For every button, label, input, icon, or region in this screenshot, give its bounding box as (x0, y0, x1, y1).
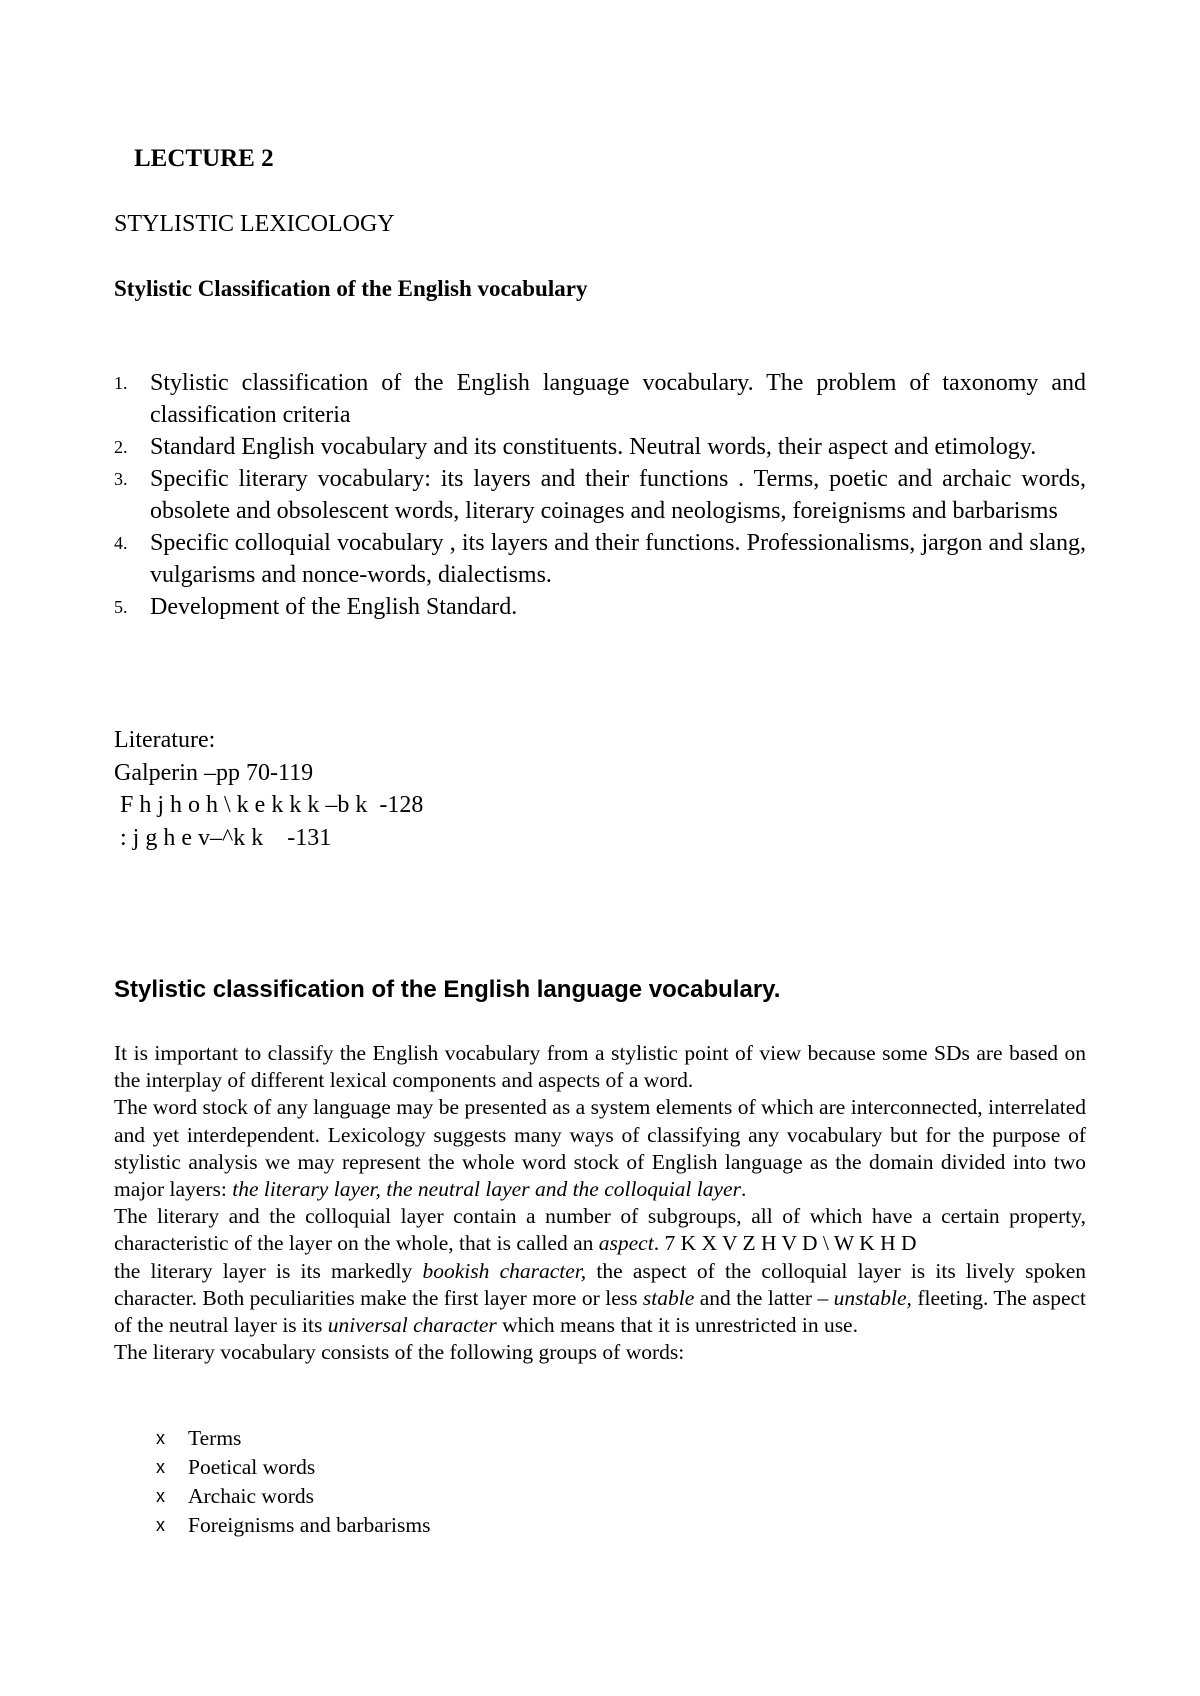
paragraph-text: The word stock of any language may be presented as a system elements of which are interconnected, interrelated and yet interdependent. Lexicology suggests many ways of classifying any vocabulary but for the purpose of stylistic analysis we may represent the whole word stock of English language as the domain divided into two major layers: (114, 1095, 1086, 1202)
lecture-heading: Stylistic Classification of the English vocabulary (114, 276, 588, 301)
topic-text: Stylistic classification of the English language vocabulary. The problem of taxonomy and classification criteria (150, 370, 1086, 428)
topics-list (114, 367, 1086, 623)
paragraph: The literary vocabulary consists of the following groups of words: (114, 1340, 685, 1365)
section-title: Stylistic classification of the English language vocabulary. (114, 976, 781, 1003)
literature-item: F h j h o h \ k e k k k –b k -128 (114, 792, 424, 818)
paragraph-text: . (740, 1177, 747, 1202)
topic-number: 1. (114, 373, 128, 393)
literature-label: Literature: (114, 727, 216, 753)
topic-item (114, 431, 1086, 463)
topic-item (114, 463, 1086, 527)
paragraph-text: and the latter – (694, 1285, 834, 1310)
paragraph-text: the literary layer is its markedly (114, 1258, 423, 1283)
topic-text: Specific literary vocabulary: its layers and their functions . Terms, poetic and archaic words, obsolete and obsolescent words, literary coinages and neologisms, foreignisms and barbarisms (150, 466, 1086, 524)
paragraph-text: which means that it is unrestricted in use. (496, 1313, 858, 1338)
topic-text: Specific colloquial vocabulary , its layers and their functions. Professionalisms, jargon and slang, vulgarisms and nonce-words, dialectisms. (150, 530, 1086, 588)
literature-item: Galperin –pp 70-119 (114, 759, 314, 786)
list-item (156, 1511, 430, 1540)
topic-text: Development of the English Standard. (150, 594, 518, 620)
list-item-text: Archaic words (188, 1484, 314, 1508)
literary-groups-list (156, 1424, 430, 1540)
paragraph: It is important to classify the English vocabulary from a stylistic point of view because some SDs are based on the interplay of different lexical components and aspects of a word. (114, 1041, 1086, 1093)
bullet-mark: x (156, 1428, 165, 1448)
list-item-text: Poetical words (188, 1455, 316, 1479)
subject-title: STYLISTIC LEXICOLOGY (114, 211, 395, 237)
paragraph-text: . (653, 1231, 660, 1256)
bullet-mark: x (156, 1486, 165, 1506)
lecture-title: LECTURE 2 (134, 145, 274, 172)
paragraph-text: The literary and the colloquial layer contain a number of subgroups, all of which have a certain property, characteristic of the layer on the whole, that is called an (114, 1204, 1086, 1256)
list-item-text: Terms (188, 1426, 242, 1450)
literature-item: : j g h e v–^k k -131 (114, 824, 332, 851)
topic-text: Standard English vocabulary and its constituents. Neutral words, their aspect and etimology. (150, 434, 1037, 460)
garbled-text: 7 K X V Z H V D \ W K H D (659, 1231, 917, 1256)
list-item (156, 1424, 430, 1453)
bullet-mark: x (156, 1515, 165, 1535)
paragraph (114, 1094, 1086, 1203)
list-item-text: Foreignisms and barbarisms (188, 1513, 431, 1537)
topic-item (114, 527, 1086, 591)
list-item (156, 1482, 430, 1511)
topic-item (114, 367, 1086, 431)
paragraph-text: the aspect of the colloquial layer is its lively spoken character. Both peculiarities make the first layer more or less (114, 1258, 1087, 1310)
unstable-emphasis: unstable, (833, 1285, 912, 1310)
list-item (156, 1453, 430, 1482)
topic-number: 5. (114, 597, 128, 617)
universal-emphasis: universal character (327, 1313, 497, 1338)
topic-number: 2. (114, 437, 128, 457)
topic-number: 3. (114, 469, 128, 489)
layers-emphasis: the literary layer, the neutral layer and the colloquial layer (232, 1177, 741, 1202)
literature-block (114, 724, 423, 854)
aspect-emphasis: aspect (598, 1231, 654, 1256)
section-body (114, 1040, 1086, 1366)
bookish-emphasis: bookish character, (422, 1258, 587, 1283)
topic-number: 4. (114, 533, 128, 553)
paragraph (114, 1203, 1086, 1339)
stable-emphasis: stable (642, 1285, 695, 1310)
bullet-mark: x (156, 1457, 165, 1477)
paragraph-text: fleeting. The aspect of the neutral layer is its (114, 1285, 1086, 1338)
topic-item (114, 591, 1086, 623)
